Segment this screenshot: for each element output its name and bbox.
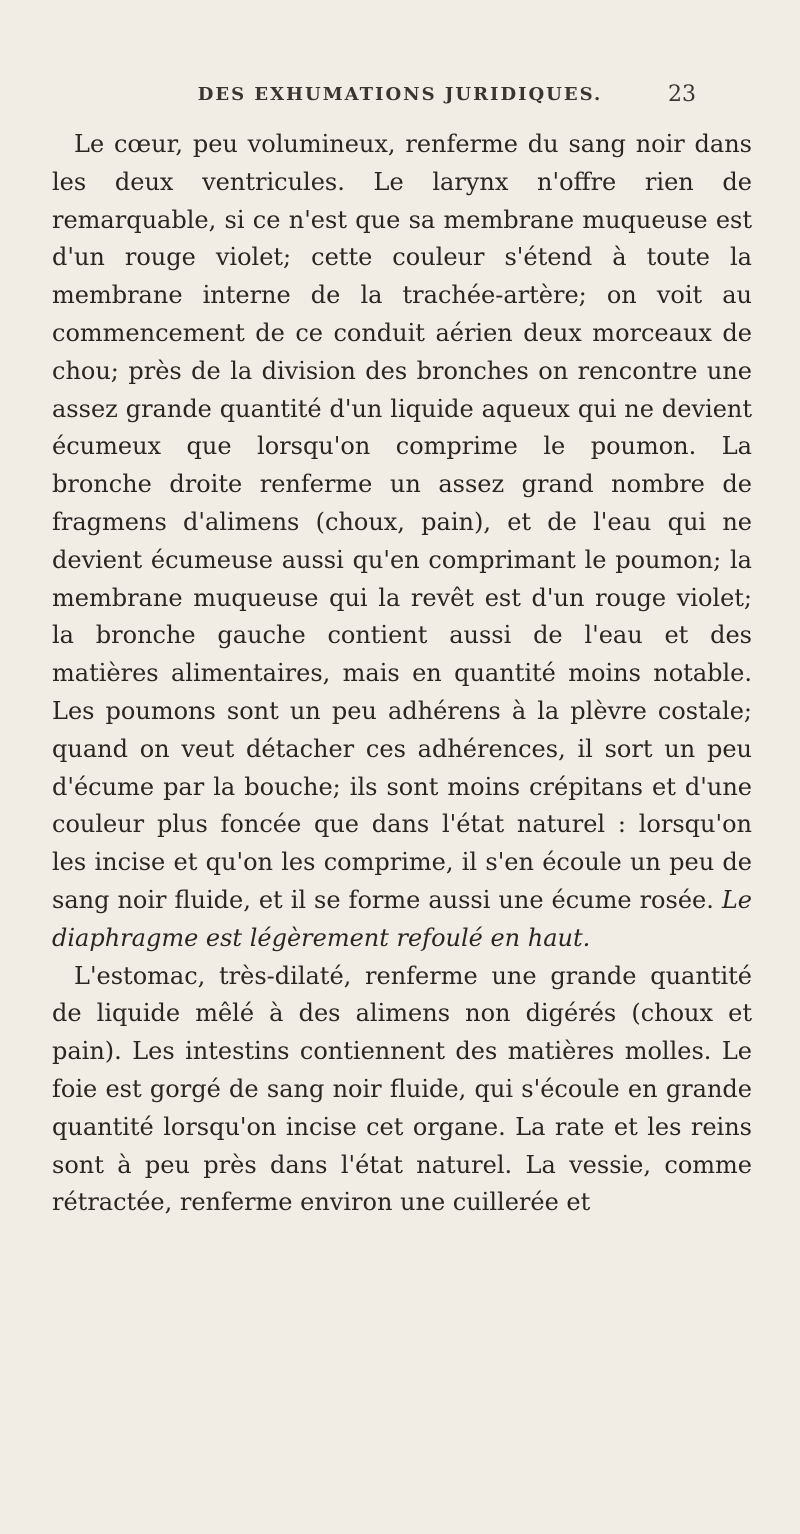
paragraph-stomach-organs [52, 958, 752, 1223]
paragraph-heart-lungs [52, 126, 752, 958]
paragraph-text: Le cœur, peu volumineux, renferme du sang noir dans les deux ventricules. Le larynx n'offre rien de remarquable, si ce n'est que sa membrane muqueuse est d'un rouge violet; cette couleur s'étend à toute la membrane interne de la trachée-artère; on voit au commencement de ce conduit aérien deux morceaux de chou; près de la division des bronches on rencontre une assez grande quantité d'un liquide aqueux qui ne devient écumeux que lorsqu'on comprime le poumon. La bronche droite renferme un assez grand nombre de fragmens d'alimens (choux, pain), et de l'eau qui ne devient écumeuse aussi qu'en comprimant le poumon; la membrane muqueuse qui la revêt est d'un rouge violet; la bronche gauche contient aussi de l'eau et des matières alimentaires, mais en quantité moins notable. Les poumons sont un peu adhérens à la plèvre costale; quand on veut détacher ces adhérences, il sort un peu d'écume par la bouche; ils sont moins crépitans et d'une couleur plus foncée que dans l'état naturel : lorsqu'on les incise et qu'on les comprime, il s'en écoule un peu de sang noir fluide, et il se forme aussi une écume rosée. [52, 130, 752, 914]
page-number: 23 [668, 82, 696, 107]
italic-note-diaphragm: Le diaphragme est légèrement refoulé en haut. [52, 885, 752, 952]
running-head [0, 84, 800, 114]
running-title: DES EXHUMATIONS JURIDIQUES. [197, 84, 603, 105]
body-text [52, 126, 752, 1222]
paragraph-text: L'estomac, très-dilaté, renferme une grande quantité de liquide mêlé à des alimens non digérés (choux et pain). Les intestins contiennent des matières molles. Le foie est gorgé de sang noir fluide, qui s'écoule en grande quantité lorsqu'on incise cet organe. La rate et les reins sont à peu près dans l'état naturel. La vessie, comme rétractée, renferme environ une cuillerée et [52, 961, 752, 1217]
